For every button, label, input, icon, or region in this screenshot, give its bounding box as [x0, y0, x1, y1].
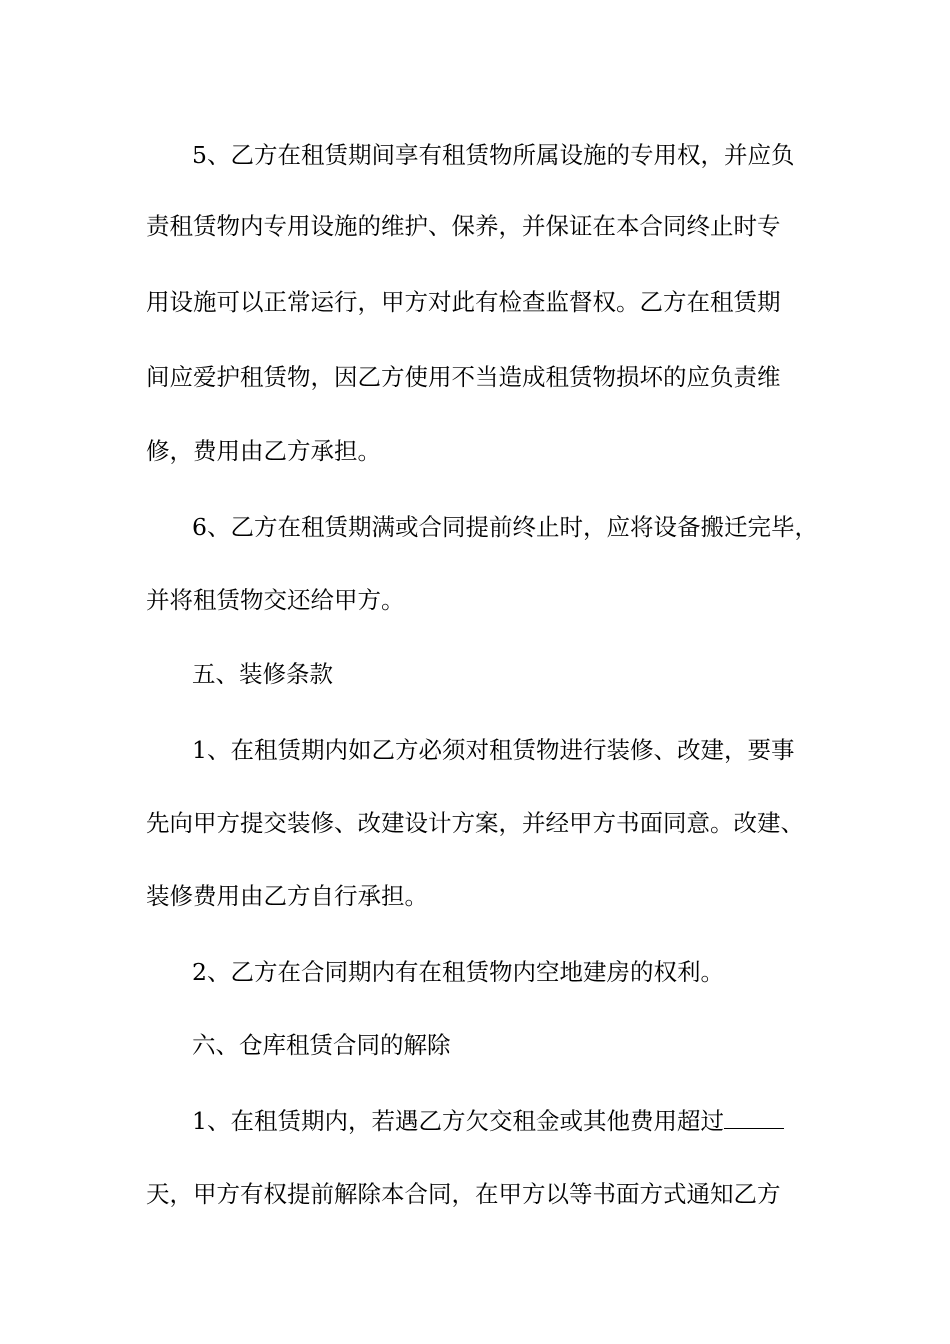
text-line: 6、乙方在租赁期满或合同提前终止时，应将设备搬迁完毕， [192, 513, 818, 541]
text-line: 责租赁物内专用设施的维护、保养，并保证在本合同终止时专 [146, 212, 781, 240]
text-line: 间应爱护租赁物，因乙方使用不当造成租赁物损坏的应负责维 [146, 363, 781, 391]
text-line: 装修费用由乙方自行承担。 [146, 882, 428, 910]
text-line: 2、乙方在合同期内有在租赁物内空地建房的权利。 [192, 958, 724, 986]
text-line: 先向甲方提交装修、改建设计方案，并经甲方书面同意。改建、 [146, 809, 804, 837]
text-line: 并将租赁物交还给甲方。 [146, 586, 405, 614]
section-heading: 六、仓库租赁合同的解除 [192, 1031, 451, 1059]
section-heading: 五、装修条款 [192, 660, 333, 688]
text-line-with-blank [192, 1101, 812, 1141]
text-line: 用设施可以正常运行，甲方对此有检查监督权。乙方在租赁期 [146, 288, 781, 316]
text-line: 1、在租赁期内如乙方必须对租赁物进行装修、改建，要事 [192, 736, 795, 764]
text-line: 1、在租赁期内，若遇乙方欠交租金或其他费用超过 [192, 1107, 724, 1135]
text-line: 天，甲方有权提前解除本合同，在甲方以等书面方式通知乙方 [146, 1180, 781, 1208]
text-line: 修，费用由乙方承担。 [146, 437, 381, 465]
text-line: 5、乙方在租赁期间享有租赁物所属设施的专用权，并应负 [192, 141, 795, 169]
fill-in-blank [724, 1106, 784, 1129]
